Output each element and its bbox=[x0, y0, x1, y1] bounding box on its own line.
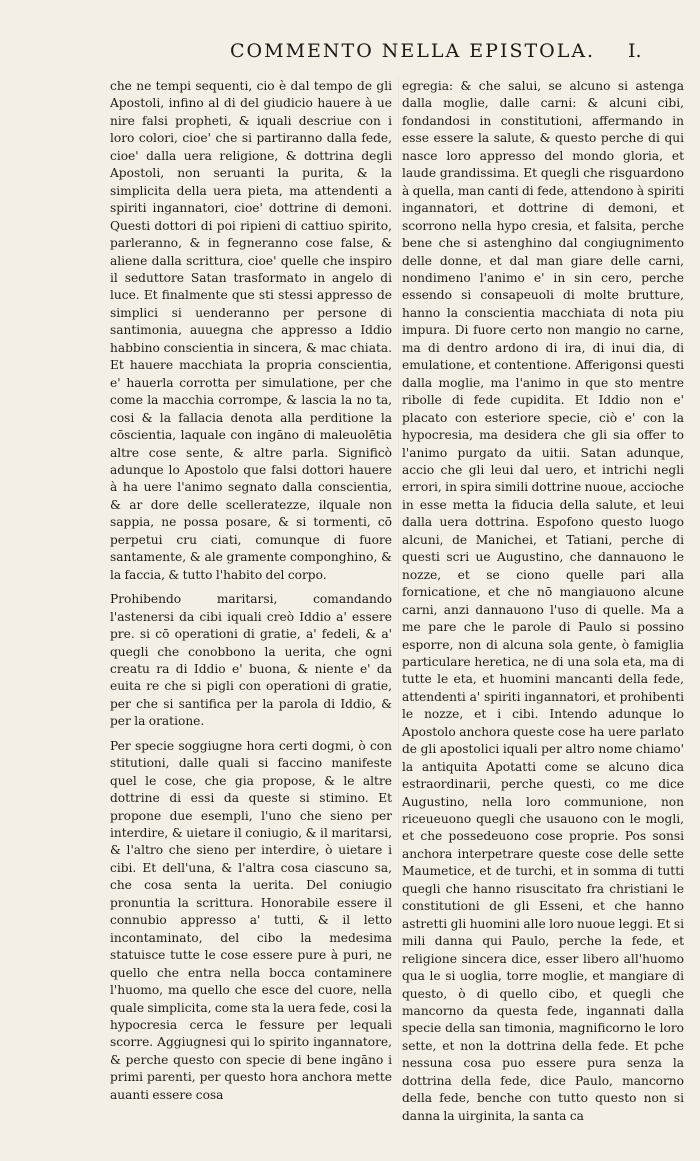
left-paragraph-1: che ne tempi sequenti, cio è dal tempo de gli Apostoli, infino al di del giudicio hauere à ue nire falsi propheti, & iquali descriue con i loro colori, cioe' che si partiranno dalla fede, cioe' dalla uera religione, & dottrina degli Apostoli, non seruanti la purita, & la simplicita della uera pieta, ma attendenti a spiriti ingannatori, cioe' dottrine di demoni. Questi dottori di poi ripieni di cattiuo spirito, parleranno, & in fegneranno cose false, & aliene dalla scrittura, cioe' quelle che inspiro il seduttore Satan trasformato in angelo di luce. Et finalmente que sti stessi appresso de simplici si uenderanno per persone di santimonia, auuegna che appresso a Iddio habbino conscientia in sincera, & mac chiata. Et hauere macchiata la propria conscientia, e' hauerla corrotta per simulatione, per che come la macchia corrompe, & lascia la no ta, cosi & la fallacia denota alla perditione la cōscientia, laquale con ingāno di maleuolētia altre cose sente, & altre parla. Significò adunque lo Apostolo que falsi dottori hauere à ha uere l'animo segnato dalla conscientia, & ar dore delle scelleratezze, ilquale non sappia, ne possa posare, & si tormenti, cō perpetui cru ciati, comunque di fuore santamente, & ale gramente componghino, & la faccia, & tutto l'habito del corpo. bbox=[110, 79, 392, 582]
page-title: COMMENTO NELLA EPISTOLA. bbox=[230, 40, 596, 62]
folio-number: I. bbox=[628, 40, 642, 62]
left-paragraph-3: Per specie soggiugne hora certi dogmi, ò con stitutioni, dalle quali si faccino manifeste quel le cose, che gia propose, & le altre dottrine di essi da queste si stimino. Et propone due esempli, l'uno che sieno per interdire, & uietare il coniugio, & il maritarsi, & l'altro che sieno per interdire, ò uietare i cibi. Et dell'una, & l'altra cosa ciascuno sa, che cosa senta la uerita. Del coniugio pronuntia la scrittura. Honorabile essere il connubio appresso a' tutti, & il letto incontaminato, del cibo la medesima statuisce tutte le cose essere pure à puri, ne quello che entra nella bocca contaminere l'huomo, ma quello che esce del cuore, nella quale simplicita, come sta la uera fede, cosi la hypocresia cerca le fessure per lequali scorre. Aggiugnesi qui lo spirito ingannatore, & perche questo con specie di bene ingāno i primi parenti, per questo hora anchora mette auanti essere cosa bbox=[110, 738, 392, 1102]
left-paragraph-2: Prohibendo maritarsi, comandando l'astenersi da cibi iquali creò Iddio a' essere pre. si cō operationi di gratie, a' fedeli, & a' quegli che conobbono la uerita, che ogni creatu ra di Iddio e' buona, & niente e' da euita re che si pigli con operationi di gratie, per che si santifica per la parola di Iddio, & per la oratione. bbox=[110, 592, 392, 729]
right-paragraph-1: egregia: & che salui, se alcuno si astenga dalla moglie, dalle carni: & alcuni cibi, fondandosi in constitutioni, affermando in esse essere la salute, & questo perche di qui nasce loro appresso del mondo gloria, et laude grandissima. Et quegli che risguardono à quella, man canti di fede, attendono à spiriti ingannatori, et dottrine di demoni, et scorrono nella hypo cresia, et falsita, perche bene che si astenghino dal congiugnimento delle donne, et dal man giare delle carni, nondimeno l'animo e' in sin cero, perche essendo si consapeuoli di molte brutture, hanno la conscientia macchiata di nota piu impura. Di fuore certo non mangio no carne, ma di dentro ardono di ira, di inui dia, di emulatione, et contentione. Afferigonsi questi dalla moglie, ma l'animo in que sto mentre ribolle di fede cupidita. Et Iddio non e' placato con esteriore specie, ciò e' con la hypocresia, ma desidera che gli sia offer to l'animo purgato da uitii. Satan adunque, accio che gli leui dal uero, et intrichi negli errori, in spira simili dottrine nuoue, accioche in esse metta la fiducia della salute, et leui dalla uera dottrina. Espofono questo luogo alcuni, de Manichei, et Tatiani, perche di questi scri ue Augustino, che dannauono le nozze, et se ciono quelle pari alla fornicatione, et che nō mangiauono alcune carni, anzi dannauono l'uso di quelle. Ma a me pare che le parole di Paulo si possino esporre, non di alcuna sola gente, ò famiglia particulare heretica, ne di una sola eta, ma di tutte le eta, et huomini mancanti della fede, attendenti a' spiriti ingannatori, et prohibenti le nozze, et i cibi. Intendo adunque lo Apostolo anchora queste cose ha uere parlato de gli apostolici iquali per altro nome chiamo' la antiquita Apotatti come se alcuno dica estraordinarii, perche questi, co me dice Augustino, nella loro communione, non riceueuono quegli che usauono con le mogli, et che possedeuono cose proprie. Pos sonsi anchora interpetrare queste cose delle sette Maumetice, et de turchi, et in somma di tutti quegli che hanno risuscitato fra christiani le constitutioni de gli Esseni, et che hanno astretti gli huomini alle loro nuoue leggi. Et si mili danna qui Paulo, perche la fede, et religione sincera dice, esser libero all'huomo qua le si uoglia, torre moglie, et mangiare di questo, ò di quello cibo, et quegli che mancorno da questa fede, ingannati dalla specie della san timonia, magnificorno le loro sette, et non la dottrina della fede. Et pche nessuna cosa puo essere pura senza la dottrina della fede, dice Paulo, mancorno della fede, benche con tutto questo non si danna la uirginita, la santa ca bbox=[402, 79, 684, 1123]
column-gutter bbox=[398, 78, 399, 1068]
running-header bbox=[0, 40, 700, 70]
right-column bbox=[402, 78, 684, 1125]
left-column bbox=[110, 78, 392, 1104]
